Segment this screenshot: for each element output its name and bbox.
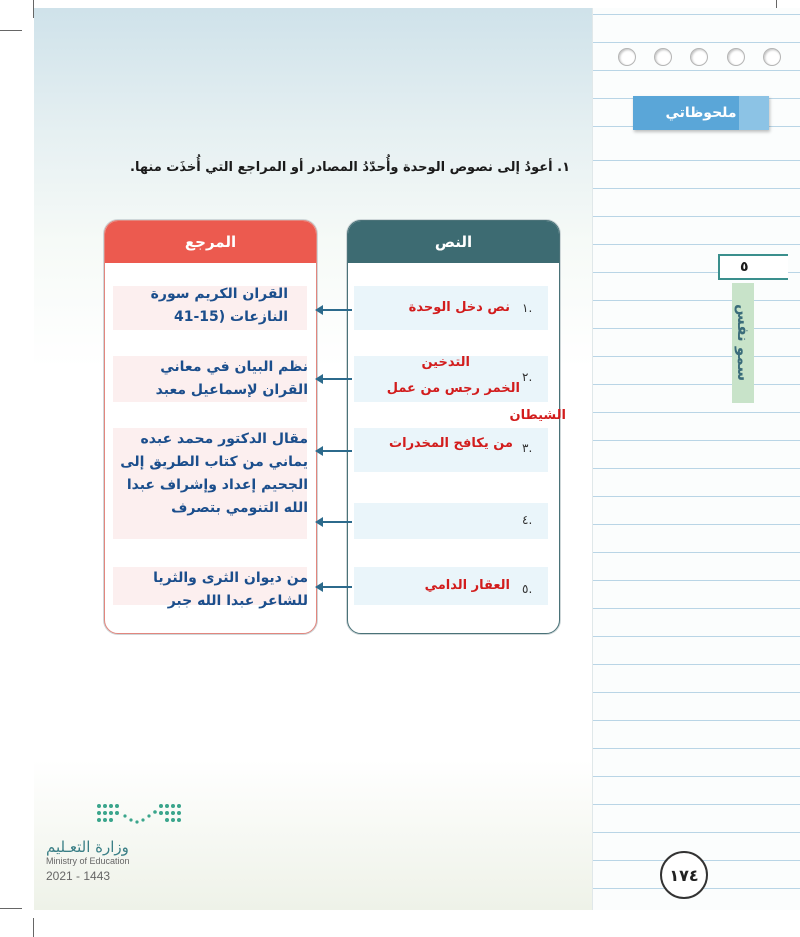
reference-answer: القران الكريم سورة النازعات (15-41: [150, 286, 288, 325]
row-number: ٤.: [522, 513, 533, 527]
edition-year: 2021 - 1443: [46, 869, 111, 883]
arrow-icon: [322, 586, 352, 588]
arrow-icon: [322, 378, 352, 380]
page-background-bottom: [34, 760, 592, 910]
row-number: ٣.: [522, 441, 533, 455]
text-answer: العقار الدامي: [424, 578, 510, 593]
text-answer: الخمر رجس من عمل: [386, 381, 520, 396]
text-cell-4: [354, 503, 548, 539]
reference-answer: مقال الدكتور محمد عبده يماني من كتاب الطريق إلى الجحيم إعداد وإشراف عبدا الله التنومي بتصرف: [120, 431, 308, 516]
binder-ring-icon: [618, 48, 636, 66]
arrow-icon: [322, 521, 352, 523]
notes-tab: [633, 96, 769, 130]
row-number: ١.: [522, 301, 533, 315]
page-number: ١٧٤: [660, 851, 708, 899]
text-answer: الشيطان: [509, 408, 566, 423]
crop-mark: [33, 918, 34, 937]
text-answer: التدخين: [421, 355, 470, 370]
text-answer: نص دخل الوحدة: [408, 300, 510, 315]
row-number: ٢.: [522, 370, 533, 384]
notes-tab-label: ملحوظاتي: [665, 105, 737, 121]
crop-mark: [0, 908, 22, 909]
question-text: ١. أعودُ إلى نصوص الوحدة وأُحدّدُ المصادر أو المراجع التي أُخذَت منها.: [130, 160, 570, 175]
binder-ring-icon: [690, 48, 708, 66]
notes-tab-accent: [739, 96, 769, 130]
ministry-name-arabic: وزارة التعـليم: [46, 838, 129, 856]
ministry-logo-icon: [95, 800, 183, 830]
notes-sidebar: [592, 8, 800, 910]
reference-column-header: المرجع: [105, 221, 316, 263]
reference-answer: من ديوان الثرى والثريا للشاعر عبدا الله جبر: [153, 570, 308, 609]
unit-title: سمو نفس: [732, 283, 754, 403]
unit-number-box: [718, 254, 788, 280]
arrow-icon: [322, 450, 352, 452]
text-column-header: النص: [348, 221, 559, 263]
crop-mark: [0, 30, 22, 31]
binder-ring-icon: [727, 48, 745, 66]
row-number: ٥.: [522, 582, 533, 596]
unit-number: ٥: [740, 259, 749, 275]
binder-ring-icon: [654, 48, 672, 66]
ministry-name-english: Ministry of Education: [46, 856, 130, 866]
binder-ring-icon: [763, 48, 781, 66]
arrow-icon: [322, 309, 352, 311]
reference-answer: نظم البيان في معاني القران لإسماعيل معبد: [155, 359, 308, 398]
text-answer: من يكافح المخدرات: [389, 436, 513, 451]
